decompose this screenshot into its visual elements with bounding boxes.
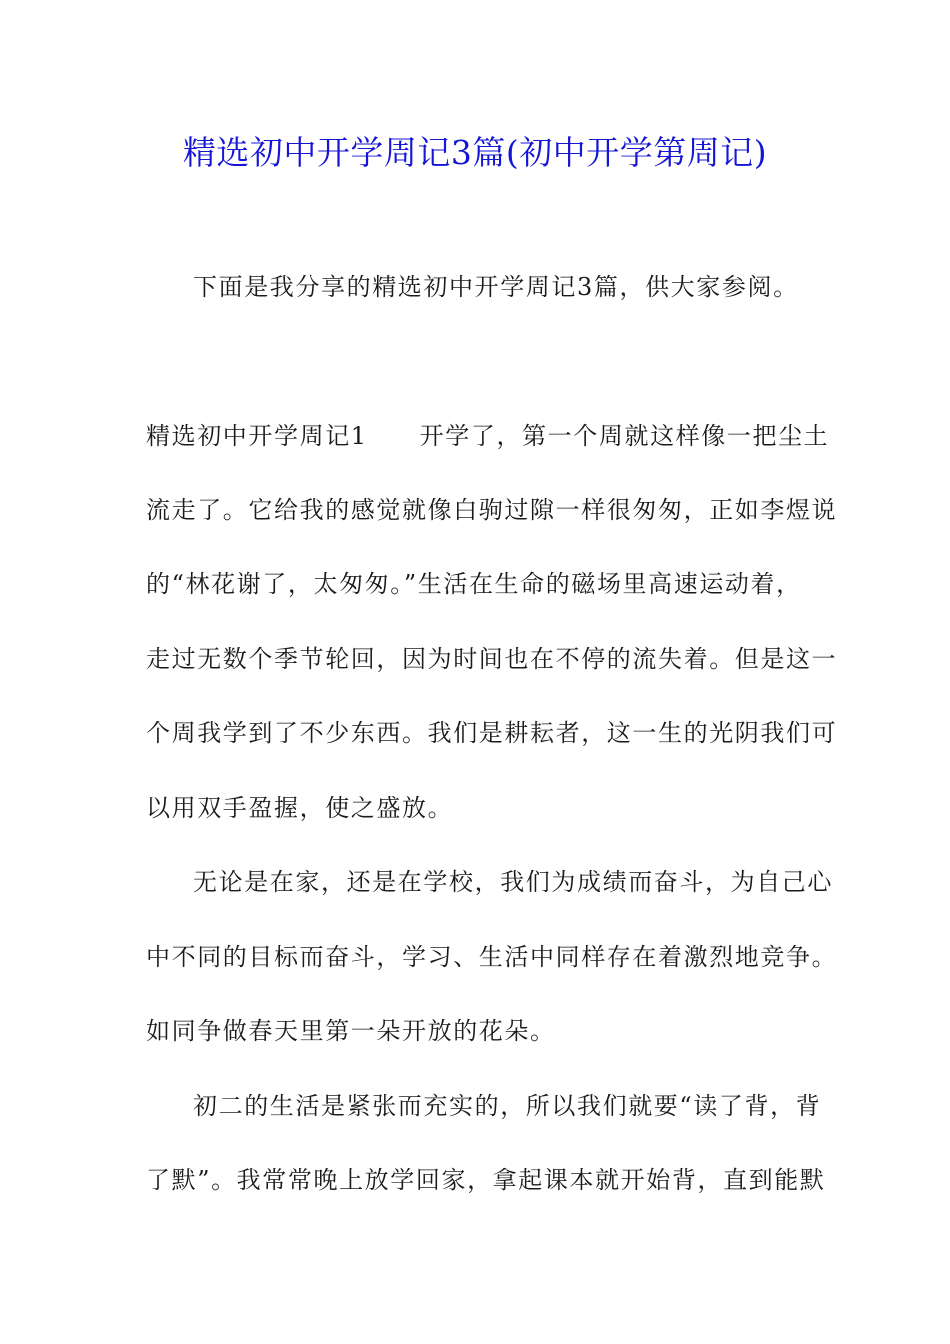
intro-paragraph: 下面是我分享的精选初中开学周记3篇，供大家参阅。 xyxy=(193,273,799,301)
body-line-text: 开学了，第一个周就这样像一把尘土 xyxy=(419,422,830,450)
body-line: 中不同的目标而奋斗，学习、生活中同样存在着激烈地竞争。 xyxy=(146,943,838,971)
body-line: 如同争做春天里第一朵开放的花朵。 xyxy=(146,1017,556,1045)
body-line: 初二的生活是紧张而充实的，所以我们就要“读了背，背 xyxy=(193,1092,822,1120)
body-line: 了默”。我常常晚上放学回家，拿起课本就开始背，直到能默 xyxy=(146,1166,826,1194)
body-line: 无论是在家，还是在学校，我们为成绩而奋斗，为自己心 xyxy=(193,868,833,896)
body-line: 走过无数个季节轮回，因为时间也在不停的流失着。但是这一 xyxy=(146,645,838,673)
body-line: 流走了。它给我的感觉就像白驹过隙一样很匆匆，正如李煜说 xyxy=(146,496,838,524)
body-line: 以用双手盈握，使之盛放。 xyxy=(146,794,454,822)
document-title: 精选初中开学周记3篇(初中开学第周记) xyxy=(182,133,768,172)
body-line: 个周我学到了不少东西。我们是耕耘者，这一生的光阴我们可 xyxy=(146,719,838,747)
body-line xyxy=(146,418,829,454)
body-line: 的“林花谢了，太匆匆。”生活在生命的磁场里高速运动着， xyxy=(146,570,802,598)
section-heading: 精选初中开学周记1 xyxy=(146,422,368,450)
